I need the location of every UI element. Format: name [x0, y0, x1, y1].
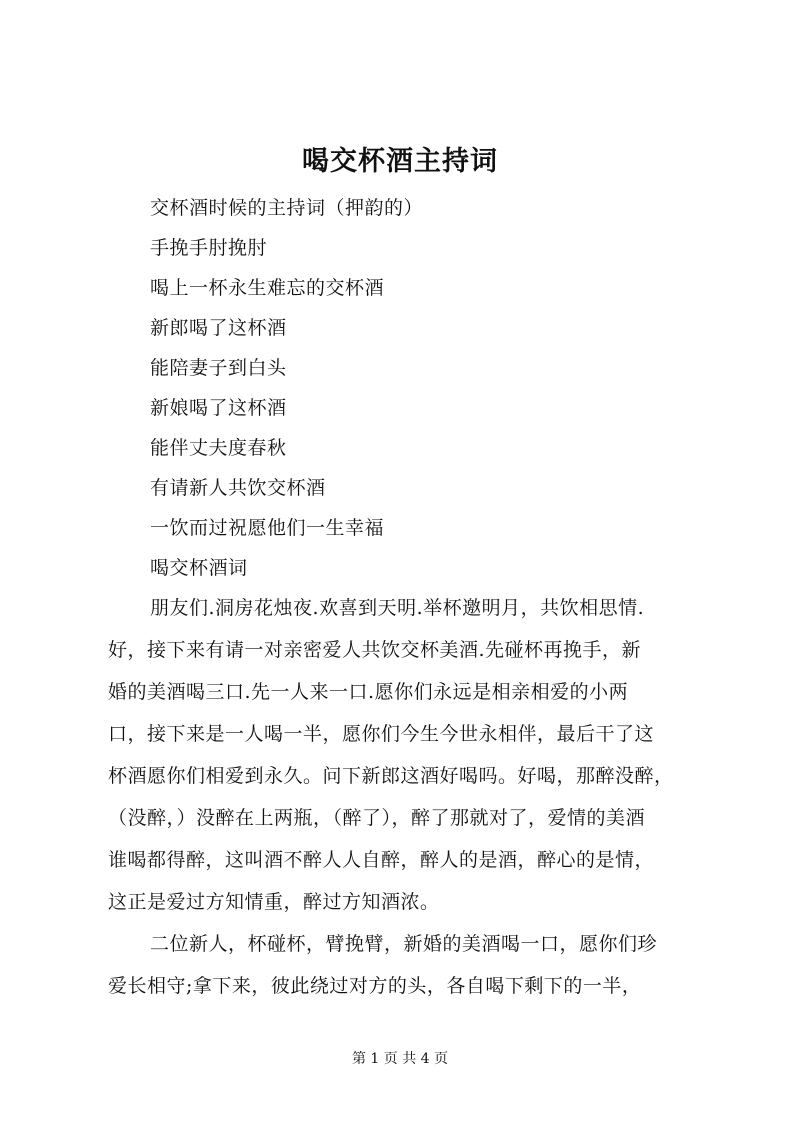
paragraph-line: （没醉，）没醉在上两瓶，（醉了），醉了那就对了，爱情的美酒 — [108, 807, 646, 829]
text-line: 能陪妻子到白头 — [150, 357, 287, 379]
text-line: 一饮而过祝愿他们一生幸福 — [150, 517, 385, 539]
paragraph-line: 口，接下来是一人喝一半，愿你们今生今世永相伴，最后干了这 — [108, 723, 655, 745]
section-heading: 喝交杯酒词 — [150, 557, 248, 579]
paragraph-line: 好，接下来有请一对亲密爱人共饮交杯美酒.先碰杯再挽手，新 — [108, 639, 642, 661]
page-number: 第 1 页 共 4 页 — [351, 1051, 449, 1067]
paragraph-line: 爱长相守;拿下来，彼此绕过对方的头，各自喝下剩下的一半， — [108, 975, 642, 997]
paragraph-line: 朋友们.洞房花烛夜.欢喜到天明.举杯邀明月，共饮相思情. — [150, 597, 645, 619]
paragraph-line: 二位新人，杯碰杯，臂挽臂，新婚的美酒喝一口，愿你们珍 — [150, 933, 658, 955]
text-line: 喝上一杯永生难忘的交杯酒 — [150, 277, 385, 299]
text-line: 手挽手肘挽肘 — [150, 237, 268, 259]
text-line: 交杯酒时候的主持词（押韵的） — [150, 197, 424, 219]
text-line: 有请新人共饮交杯酒 — [150, 477, 326, 499]
text-line: 新娘喝了这杯酒 — [150, 397, 287, 419]
paragraph-line: 婚的美酒喝三口.先一人来一口.愿你们永远是相亲相爱的小两 — [108, 681, 629, 703]
text-line: 新郎喝了这杯酒 — [150, 317, 287, 339]
document-title: 喝交杯酒主持词 — [302, 146, 498, 177]
paragraph-line: 这正是爱过方知情重，醉过方知酒浓。 — [108, 891, 440, 913]
paragraph-line: 杯酒愿你们相爱到永久。问下新郎这酒好喝吗。好喝，那醉没醉， — [108, 765, 674, 787]
text-line: 能伴丈夫度春秋 — [150, 437, 287, 459]
paragraph-line: 谁喝都得醉，这叫酒不醉人人自醉，醉人的是酒，醉心的是情， — [108, 849, 655, 871]
